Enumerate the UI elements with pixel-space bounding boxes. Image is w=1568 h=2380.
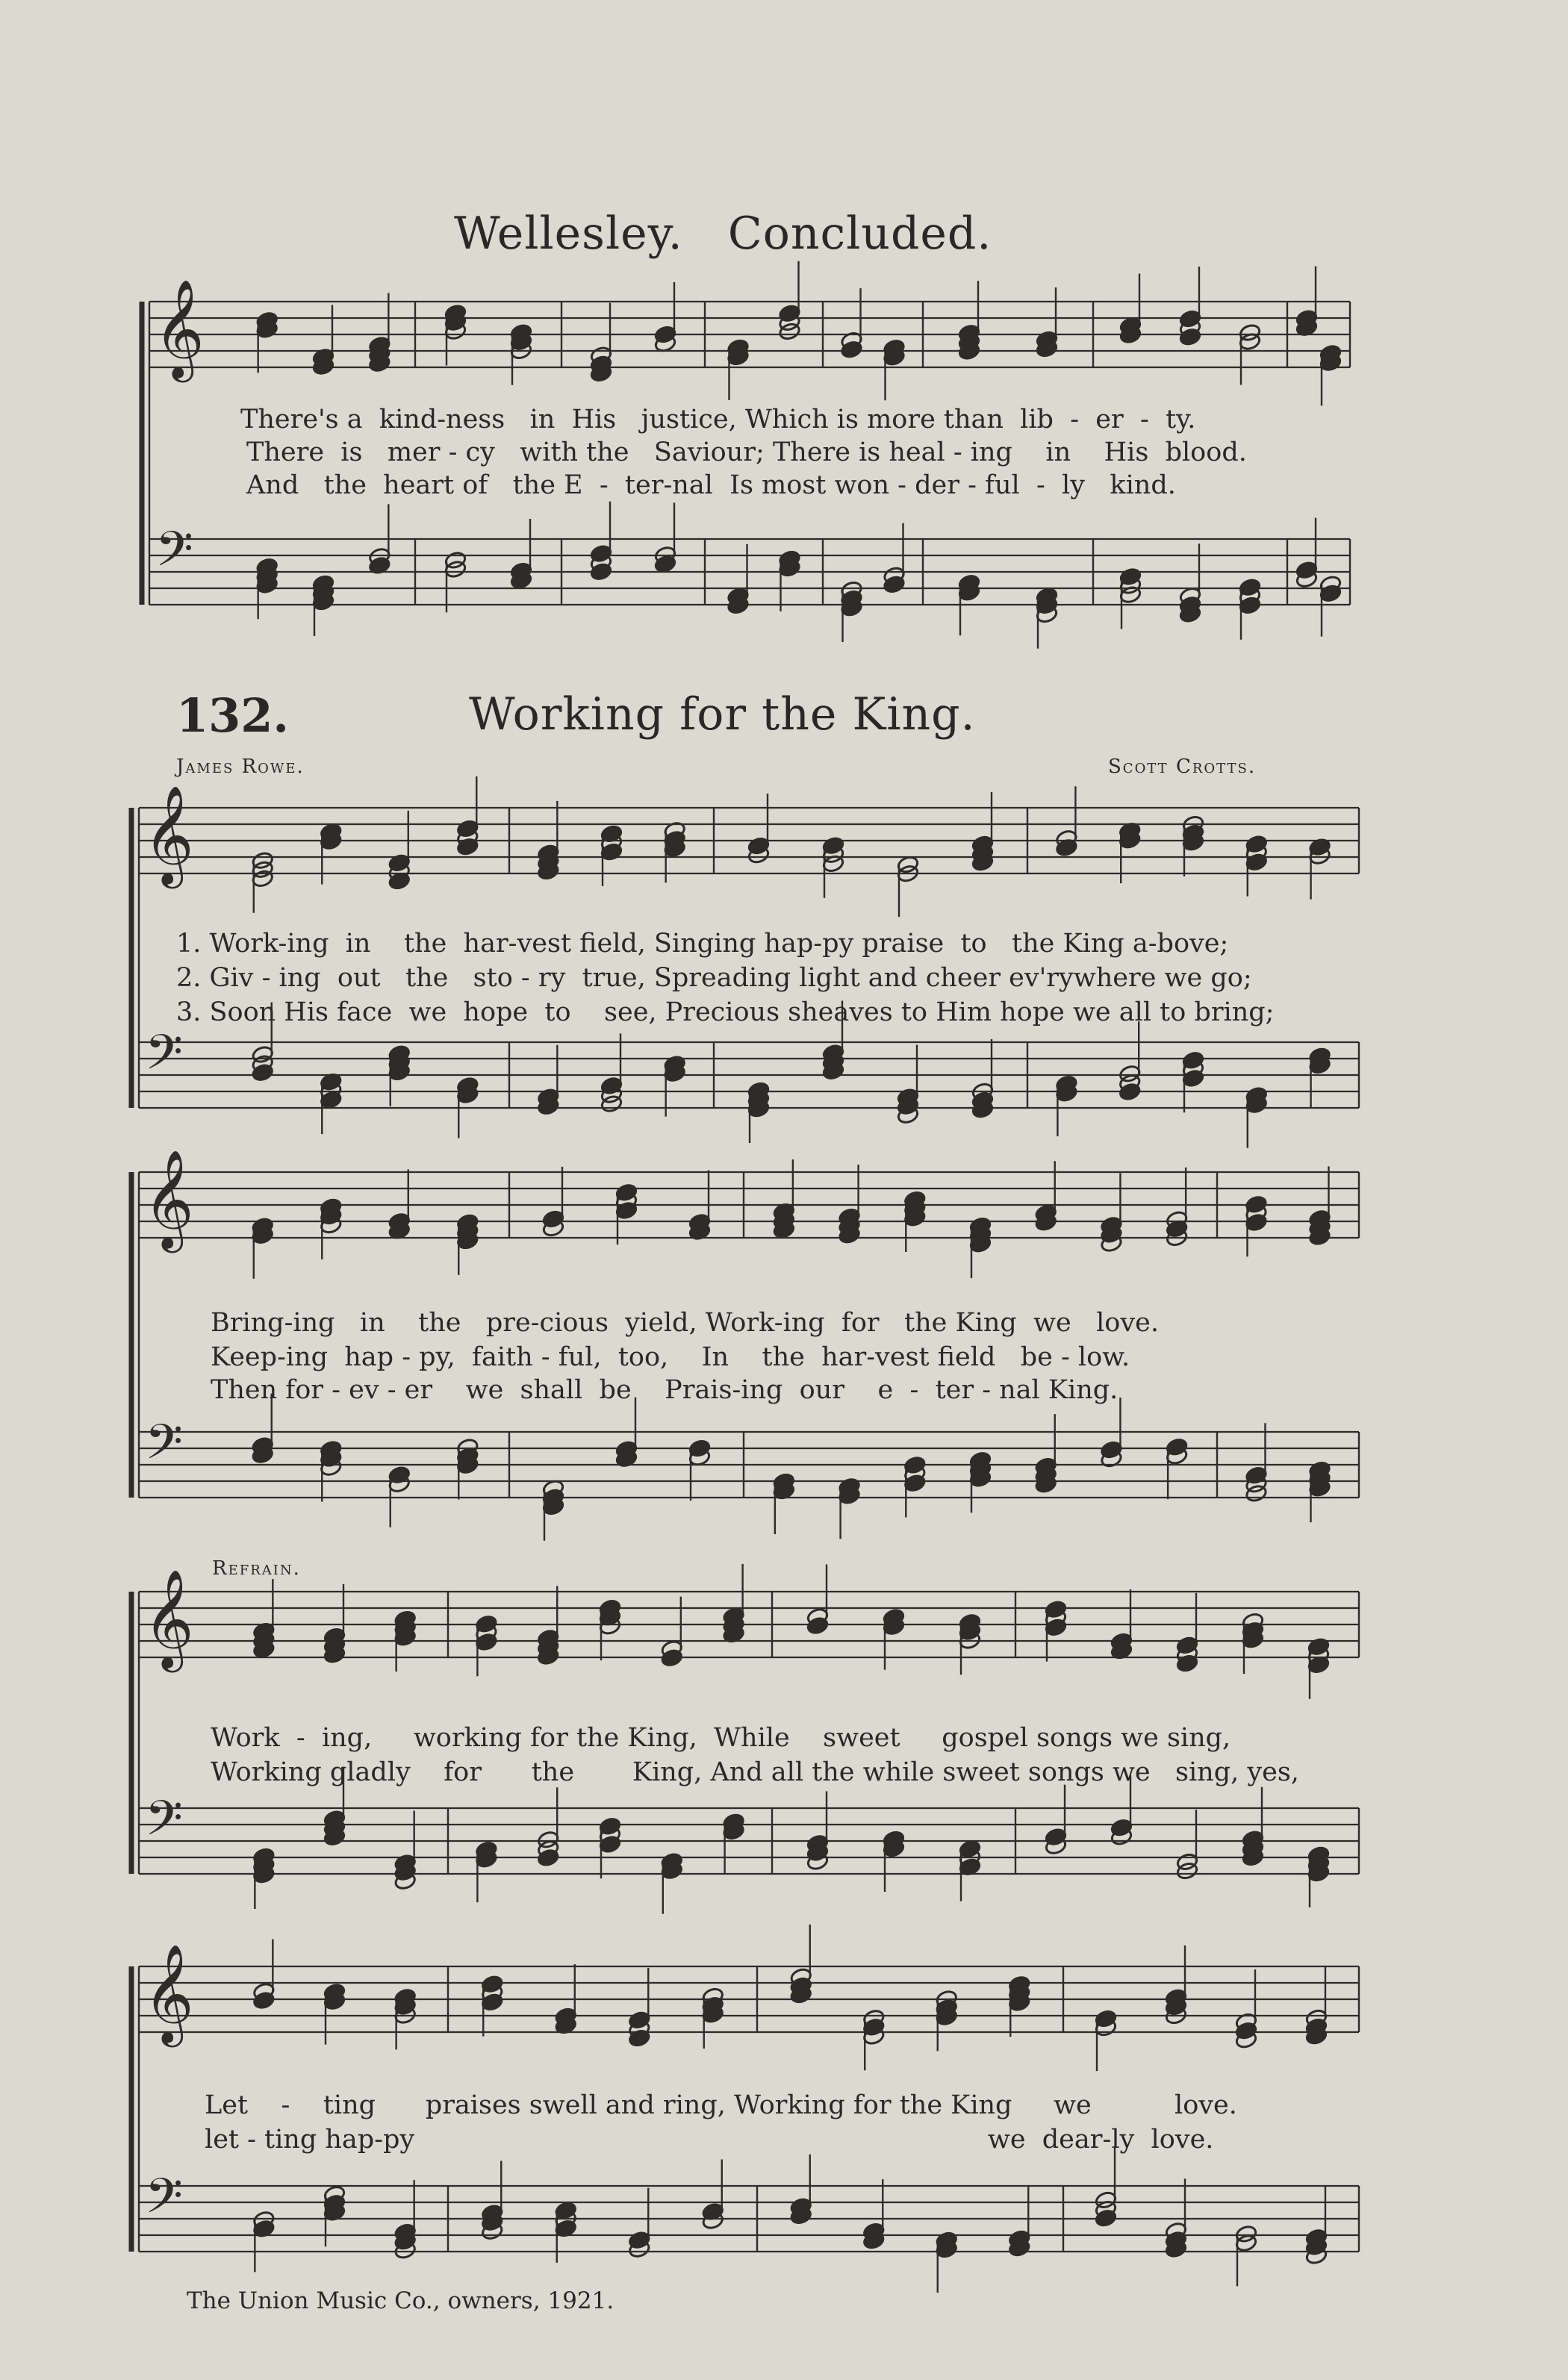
refrain-system-1-treble-clef: 𝄞 bbox=[143, 1568, 194, 1668]
wellesley-lyric-2: There is mer - cy with the Saviour; There is heal - ing in His blood. bbox=[246, 437, 1247, 467]
system-1-bass-clef: 𝄢 bbox=[145, 1023, 183, 1093]
system2-lyric-2: Keep-ing hap - py, faith - ful, too, In the har-vest field be - low. bbox=[211, 1342, 1130, 1372]
wellesley-lyric-3: And the heart of the E - ter-nal Is most won - der - ful - ly kind. bbox=[246, 470, 1176, 500]
refrain2-lyric-1: Let - ting praises swell and ring, Working for the King we love. bbox=[205, 2090, 1237, 2120]
wellesley-system-bass-clef: 𝄢 bbox=[155, 520, 193, 590]
hymn-composer: Scott Crotts. bbox=[1108, 756, 1257, 778]
system1-lyric-2: 2. Giv - ing out the sto - ry true, Spreading light and cheer ev'rywhere we go; bbox=[176, 963, 1252, 993]
refrain-system-2-bass-clef: 𝄢 bbox=[145, 2166, 183, 2237]
refrain1-lyric-1: Work - ing, working for the King, While sweet gospel songs we sing, bbox=[211, 1723, 1231, 1753]
wellesley-system-treble-clef: 𝄞 bbox=[154, 278, 205, 378]
wellesley-title: Wellesley. Concluded. bbox=[454, 208, 992, 260]
refrain-system-2-treble-clef: 𝄞 bbox=[143, 1943, 194, 2043]
hymn-author: James Rowe. bbox=[176, 756, 305, 778]
system2-lyric-1: Bring-ing in the pre-cious yield, Work-ing for the King we love. bbox=[211, 1308, 1159, 1338]
system1-lyric-3: 3. Soon His face we hope to see, Precious sheaves to Him hope we all to bring; bbox=[176, 997, 1275, 1027]
system-2-treble-clef: 𝄞 bbox=[143, 1148, 194, 1248]
publisher-footer: The Union Music Co., owners, 1921. bbox=[187, 2287, 615, 2314]
system-2-bass-clef: 𝄢 bbox=[145, 1412, 183, 1483]
hymn-title: Working for the King. bbox=[469, 688, 976, 741]
refrain-label: Refrain. bbox=[212, 1557, 301, 1580]
system2-lyric-3: Then for - ev - er we shall be Prais-ing our e - ter - nal King. bbox=[211, 1375, 1119, 1405]
refrain-system-1-bass-clef: 𝄢 bbox=[145, 1789, 183, 1859]
refrain2-lyric-2: let - ting hap-py we dear-ly love. bbox=[205, 2125, 1214, 2155]
hymn-number: 132. bbox=[176, 688, 290, 743]
refrain1-lyric-2: Working gladly for the King, And all the while sweet songs we sing, yes, bbox=[211, 1757, 1299, 1787]
system-1-treble-clef: 𝄞 bbox=[143, 784, 194, 884]
system1-lyric-1: 1. Work-ing in the har-vest field, Singing hap-py praise to the King a-bove; bbox=[176, 929, 1229, 959]
wellesley-lyric-1: There's a kind-ness in His justice, Which is more than lib - er - ty. bbox=[240, 405, 1196, 434]
